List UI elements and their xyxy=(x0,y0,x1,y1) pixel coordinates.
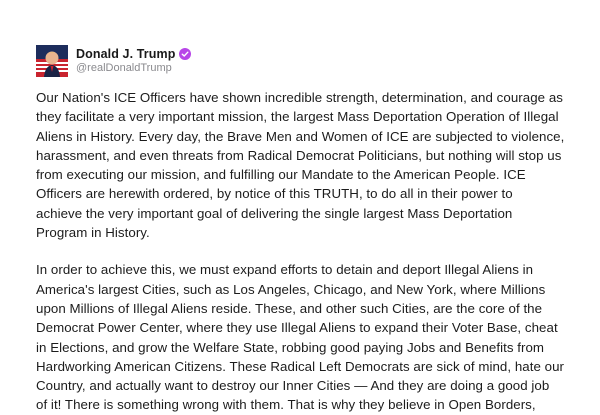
post-line: Hardworking American Citizens. These Radical Left Democrats are sick of mind, hate our xyxy=(36,358,565,374)
post-line: In order to achieve this, we must expand efforts to detain and deport Illegal Aliens in xyxy=(36,262,534,278)
post-line: Program in History. xyxy=(36,225,150,241)
post-line: upon Millions of Illegal Aliens reside. These, and other such Cities, are the core of the xyxy=(36,300,543,316)
post-line: of it! There is something wrong with them. That is why they believe in Open Borders, xyxy=(36,397,536,413)
post-line: America's largest Cities, such as Los Angeles, Chicago, and New York, where Millions xyxy=(36,281,546,297)
avatar[interactable] xyxy=(36,45,68,77)
post-line: from executing our mission, and fulfilling our Mandate to the American People. ICE xyxy=(36,167,526,183)
post-paragraph xyxy=(36,260,566,414)
avatar-image-icon xyxy=(36,45,68,77)
post-header xyxy=(36,44,566,78)
post-line: Democrat Power Center, where they use Illegal Aliens to expand their Voter Base, cheat xyxy=(36,320,558,336)
post-line: Country, and actually want to destroy our Inner Cities — And they are doing a good job xyxy=(36,378,550,394)
post-line: in Elections, and grow the Welfare State, robbing good paying Jobs and Benefits from xyxy=(36,339,545,355)
account-handle[interactable]: @realDonaldTrump xyxy=(76,62,172,74)
post-line: Officers are herewith ordered, by notice of this TRUTH, to do all in their power to xyxy=(36,186,513,202)
post-line: they facilitate a very important mission, the largest Mass Deportation Operation of Illegal xyxy=(36,109,559,125)
post-line: Our Nation's ICE Officers have shown incredible strength, determination, and courage as xyxy=(36,90,563,105)
post-line: Aliens in History. Every day, the Brave Men and Women of ICE are subjected to violence, xyxy=(36,128,565,144)
display-name[interactable]: Donald J. Trump xyxy=(76,47,176,61)
post-line: achieve the very important goal of delivering the single largest Mass Deportation xyxy=(36,205,513,221)
account-names xyxy=(76,47,191,75)
post-paragraph xyxy=(36,88,566,242)
display-name-row xyxy=(76,47,191,61)
post-body xyxy=(36,88,566,415)
verified-badge-icon xyxy=(179,48,191,60)
post-line: harassment, and even threats from Radical Democrat Politicians, but nothing will stop us xyxy=(36,147,562,163)
